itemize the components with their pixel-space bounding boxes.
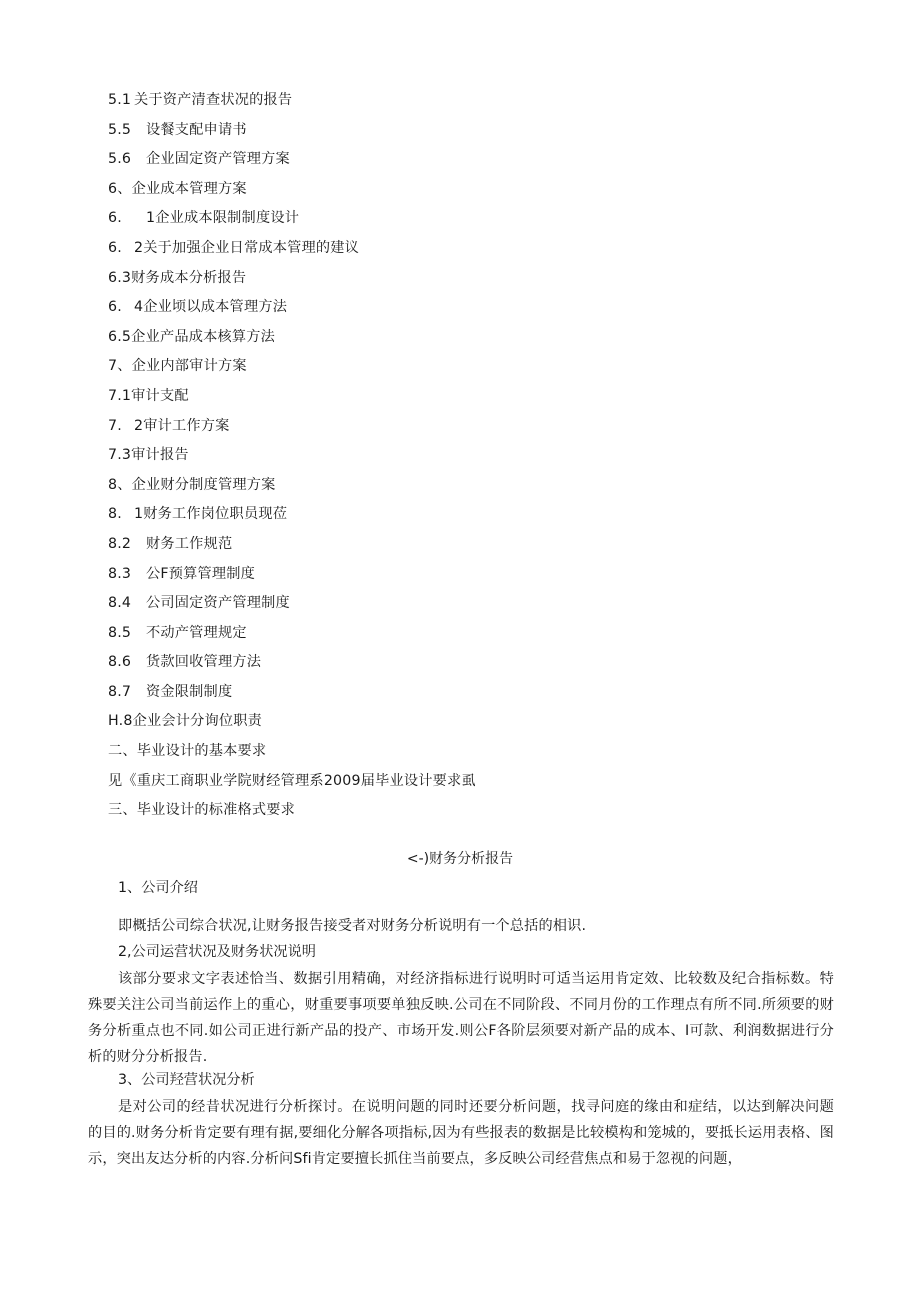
toc-item-text: 审计支配 bbox=[131, 387, 189, 404]
toc-item-text: 企业固定资产管理方案 bbox=[146, 151, 290, 168]
toc-item-number: 7.1 bbox=[108, 387, 132, 404]
toc-item-text: 企业会计分询位职责 bbox=[132, 713, 263, 730]
toc-item-number: 6. bbox=[108, 210, 122, 227]
toc-item-number: 8.4 bbox=[108, 595, 132, 612]
paragraph-operation-analysis: 是对公司的经昔状况进行分析探讨。在说明问题的同时还要分析问题，找寻问庭的缘由和症结，以达到解决问题的目的.财务分析肯定要有理有据,要细化分解各项指标,因为有些报表的数据是比较模构和笼城的，要抵长运用表格、图示，突出友达分析的内容.分析问Sfi肯定要擅长抓住当前要点，多反映公司经营焦点和易于忽视的问题， bbox=[88, 1099, 834, 1167]
toc-item bbox=[108, 354, 828, 384]
toc-item-number: 三、 bbox=[108, 802, 137, 819]
toc-item-number: 6.5 bbox=[108, 328, 132, 345]
toc-item-number: 6、 bbox=[108, 180, 132, 197]
paragraph-operation-status: 该部分要求文字表述恰当、数据引用精确，对经济指标进行说明时可适当运用肯定效、比较数及纪合指标数。特殊要关注公司当前运作上的重心，财重要事项要单独反映.公司在不同阶段、不同月份的工作理点有所不同.所须要的财务分析重点也不同.如公司正进行新产品的投产、市场开发.则公F各阶层须要对新产品的成本、I可款、利润数据进行分析的财分分析报告. bbox=[88, 971, 834, 1065]
toc-item bbox=[108, 621, 828, 651]
toc-item-text: 资金限制制度 bbox=[146, 683, 233, 700]
toc-item bbox=[108, 650, 828, 680]
toc-item-number: 二、 bbox=[108, 743, 137, 760]
heading-operation-analysis: 3、公司羟营状况分析 bbox=[118, 1072, 255, 1088]
toc-item bbox=[108, 236, 828, 266]
toc-item bbox=[108, 591, 828, 621]
toc-item-text: 1财务工作岗位职员现莅 bbox=[134, 506, 288, 523]
toc-item bbox=[108, 769, 828, 799]
toc-item-number: 7、 bbox=[108, 358, 132, 375]
toc-item-text: 财务工作规范 bbox=[146, 535, 233, 552]
toc-item bbox=[108, 532, 828, 562]
toc-item-number: 8. bbox=[108, 506, 122, 523]
toc-item-text: 关于资产清查状况的报告 bbox=[134, 92, 293, 108]
toc-item bbox=[108, 443, 828, 473]
table-of-contents bbox=[108, 88, 828, 828]
toc-item-number: 见《 bbox=[108, 772, 137, 789]
toc-item bbox=[108, 266, 828, 296]
toc-item-text: 重庆工商职业学院财经管理系2009届毕业设计要求虱 bbox=[136, 772, 476, 789]
toc-item-text: 货款回收管理方法 bbox=[146, 654, 262, 671]
toc-item-text: 1企业成本限制制度设计 bbox=[146, 210, 300, 227]
toc-item bbox=[108, 562, 828, 592]
report-title: <-)财务分析报告 bbox=[406, 851, 514, 867]
toc-item-number: 6. bbox=[108, 299, 122, 316]
toc-item-text: 财务成本分析报告 bbox=[131, 269, 247, 286]
toc-item bbox=[108, 177, 828, 207]
toc-item-text: 企业内部审计方案 bbox=[131, 358, 247, 375]
toc-item-text: 公司固定资产管理制度 bbox=[146, 595, 290, 612]
toc-item-number: 8.2 bbox=[108, 535, 132, 552]
toc-item bbox=[108, 739, 828, 769]
heading-operation-status: 2,公司运营状况及财务状况说明 bbox=[118, 944, 316, 960]
toc-item bbox=[108, 88, 828, 118]
toc-item-text: 设餐支配申请书 bbox=[146, 121, 247, 138]
toc-item bbox=[108, 473, 828, 503]
toc-item bbox=[108, 118, 828, 148]
toc-item-text: 2审计工作方案 bbox=[134, 417, 230, 434]
toc-item bbox=[108, 709, 828, 739]
toc-item-number: 6. bbox=[108, 239, 122, 256]
toc-item bbox=[108, 325, 828, 355]
toc-item-text: 4企业顷以成本管理方法 bbox=[134, 299, 288, 316]
toc-item-text: 公F预算管理制度 bbox=[146, 565, 256, 582]
toc-item bbox=[108, 147, 828, 177]
heading-company-intro: 1、公司介绍 bbox=[118, 880, 198, 896]
toc-item-text: 企业成本管理方案 bbox=[131, 180, 247, 197]
toc-item bbox=[108, 680, 828, 710]
toc-item-number: 5.1 bbox=[108, 92, 132, 108]
toc-item-number: 7. bbox=[108, 417, 122, 434]
toc-item bbox=[108, 384, 828, 414]
toc-item bbox=[108, 206, 828, 236]
toc-item-number: 7.3 bbox=[108, 447, 132, 464]
toc-item-number: 8.5 bbox=[108, 624, 132, 641]
toc-item-text: 不动产管理规定 bbox=[146, 624, 247, 641]
paragraph-company-intro: 即概括公司综合状况,让财务报告接受者对财务分析说明有一个总括的相识. bbox=[118, 918, 587, 934]
toc-item-text: 审计报告 bbox=[131, 447, 189, 464]
toc-item-number: 6.3 bbox=[108, 269, 132, 286]
toc-item-number: 5.5 bbox=[108, 121, 132, 138]
toc-item-number: 8.7 bbox=[108, 683, 132, 700]
toc-item-text: 毕业设计的标准格式要求 bbox=[136, 802, 296, 819]
toc-item-number: H.8 bbox=[108, 713, 133, 730]
toc-item-text: 企业财分制度管理方案 bbox=[131, 476, 276, 493]
toc-item-number: 8、 bbox=[108, 476, 132, 493]
toc-item-text: 毕业设计的基本要求 bbox=[136, 743, 267, 760]
toc-item-number: 8.3 bbox=[108, 565, 132, 582]
toc-item bbox=[108, 798, 828, 828]
toc-item bbox=[108, 295, 828, 325]
toc-item-text: 2关于加强企业日常成本管理的建议 bbox=[134, 239, 360, 256]
toc-item bbox=[108, 502, 828, 532]
toc-item bbox=[108, 414, 828, 444]
toc-item-number: 8.6 bbox=[108, 654, 132, 671]
toc-item-text: 企业产品成本核算方法 bbox=[131, 328, 276, 345]
toc-item-number: 5.6 bbox=[108, 151, 132, 168]
